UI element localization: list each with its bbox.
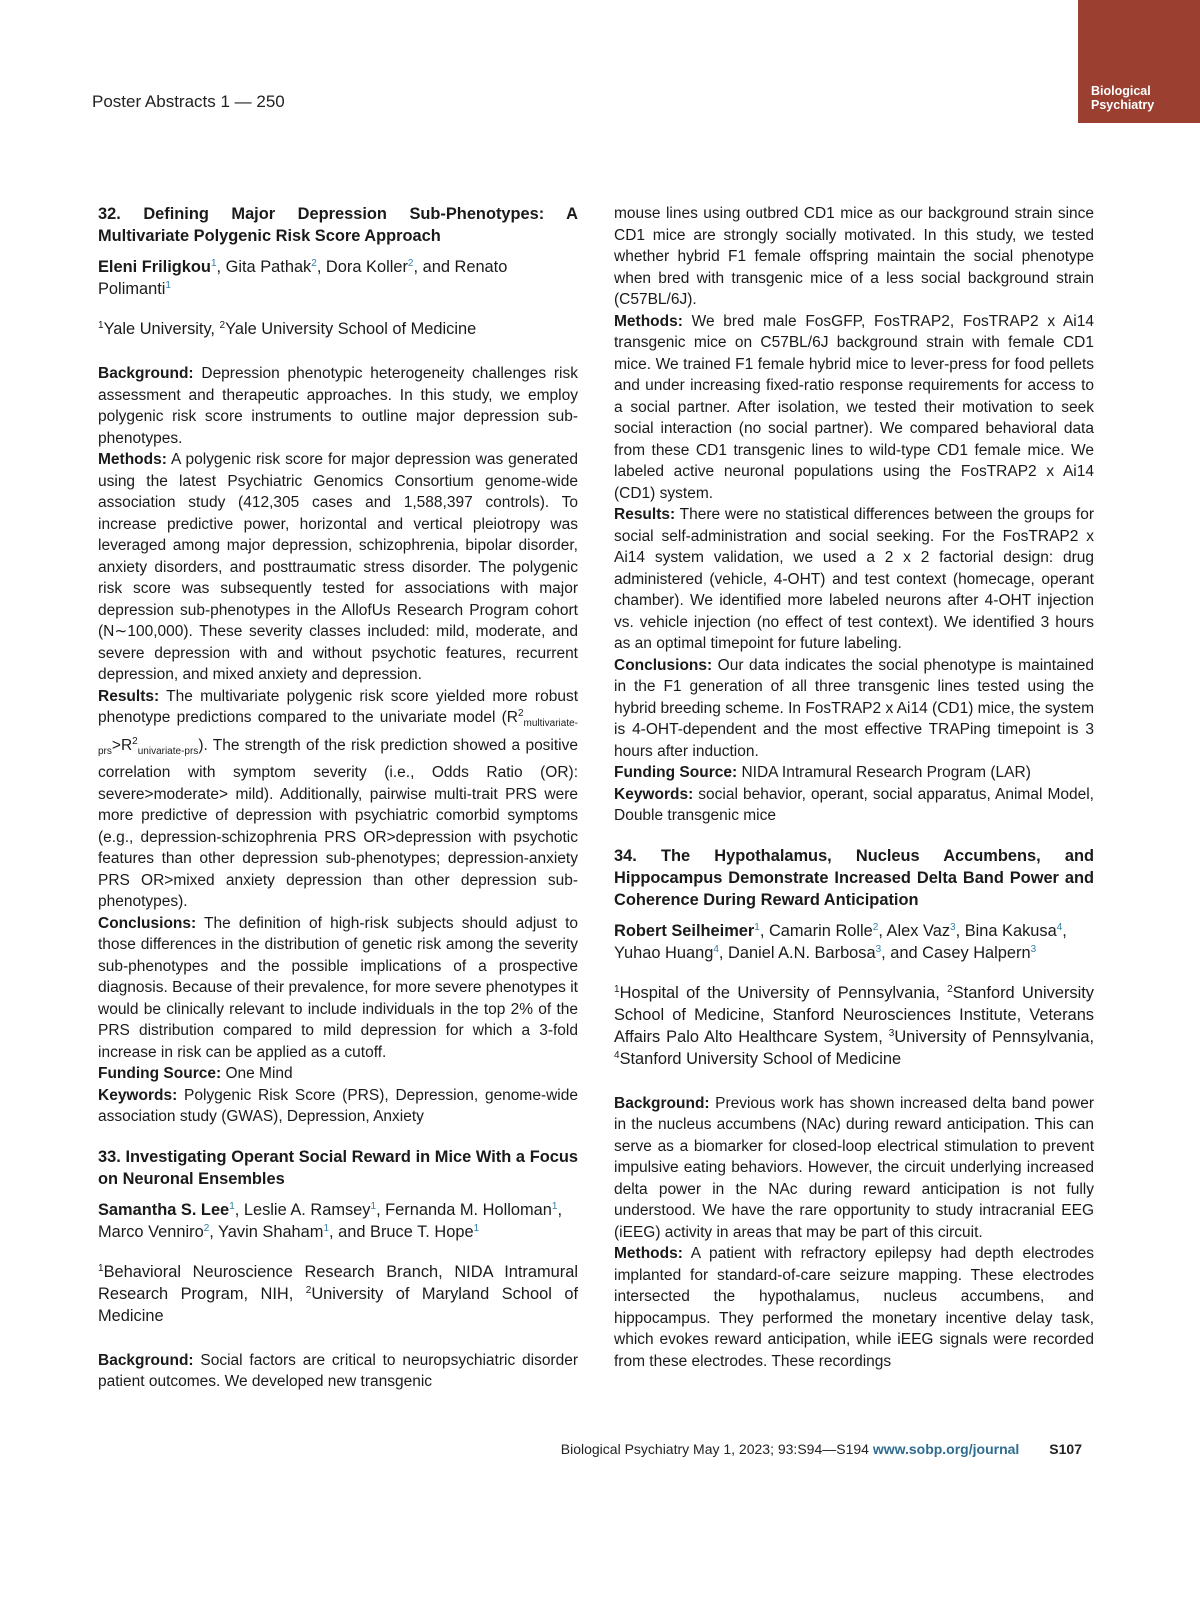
abstract-34-title: 34. The Hypothalamus, Nucleus Accumbens, and Hippocampus Demonstrate Increased Delta Band Power and Coherence During Reward Anticipation — [614, 846, 1094, 909]
abstract-32-title: 32. Defining Major Depression Sub-Phenotypes: A Multivariate Polygenic Risk Score Approach — [98, 205, 578, 245]
abstract-33-background-part1: Background: Social factors are critical to neuropsychiatric disorder patient outcomes. We developed new transgenic — [98, 1351, 578, 1391]
abstract-34-background: Background: Previous work has shown increased delta band power in the nucleus accumbens (NAc) during reward anticipation. This can serve as a biomarker for closed-loop electrical stimulation to prevent impulsive eating behaviors. However, the circuit underlying increased delta power in the NAc during reward anticipation is not fully understood. We have the rare opportunity to study intracranial EEG (iEEG) activity in areas that may be part of this circuit. — [614, 1094, 1094, 1241]
abstract-33-title: 33. Investigating Operant Social Reward in Mice With a Focus on Neuronal Ensembles — [98, 1147, 578, 1188]
abstract-34-affiliations: $^1$Hospital of the University of Pennsylvania, $^2$Stanford University School of Medicine, Stanford Neurosciences Institute, Veterans Affairs Palo Alto Healthcare System, $^3$University of Pennsylvania, $^4$Stanford University School of Medicine — [614, 983, 1094, 1068]
abstract-33-affiliations: $^1$Behavioral Neuroscience Research Branch, NIDA Intramural Research Program, NIH, $^2$University of Maryland School of Medicine — [98, 1262, 579, 1325]
abstract-34-authors: Robert Seilheimer$^1$, Camarin Rolle$^2$, Alex Vaz$^3$, Bina Kakusa$^4$, Yuhao Huang$^4$, Daniel A.N. Barbosa$^3$, and Casey Halpern$^3$ — [614, 921, 1067, 962]
footer-citation: Biological Psychiatry May 1, 2023; 93:S94—S194 — [560, 1441, 873, 1457]
abstract-33-results: Results: There were no statistical differences between the groups for social self-administration and social seeking. For the FosTRAP2 x Ai14 system validation, we used a 2 x 2 factorial design: drug administered (vehicle, 4-OHT) and test context (homecage, operant chamber). We identified more labeled neurons after 4-OHT injection vs. vehicle injection (no effect of test context). We identified 3 hours as an optimal timepoint for future labeling. — [614, 506, 1094, 652]
abstract-33-background-part2: mouse lines using outbred CD1 mice as our background strain since CD1 mice are strongly socially motivated. In this study, we tested whether hybrid F1 female offspring maintain the social phenotype when bred with transgenic mice of a less social background strain (C57BL/6J). — [614, 205, 1094, 308]
presenting-author: Samantha S. Lee — [98, 1200, 230, 1219]
left-column — [98, 203, 578, 1393]
journal-link[interactable]: www.sobp.org/journal — [872, 1441, 1020, 1457]
abstract-32-affiliations: $^1$Yale University, $^2$Yale University School of Medicine — [98, 320, 477, 338]
abstract-32-keywords: Keywords: Polygenic Risk Score (PRS), Depression, genome-wide association study (GWAS), Depression, Anxiety — [98, 1086, 578, 1126]
abstract-34-methods: Methods: A patient with refractory epilepsy had depth electrodes implanted for standard-of-care seizure mapping. These electrodes intersected the hypothalamus, nucleus accumbens, and hippocampus. They performed the monetary incentive delay task, which evokes reward anticipation, while iEEG signals were recorded from these electrodes. These recordings — [614, 1245, 1094, 1370]
abstract-33-conclusions: Conclusions: Our data indicates the social phenotype is maintained in the F1 generation of all three transgenic lines tested using the hybrid breeding scheme. In FosTRAP2 x Ai14 (CD1) mice, the system is 4-OHT-dependent and the most effective TRAPing timepoint is 3 hours after induction. — [614, 656, 1094, 760]
abstract-34 — [614, 845, 1094, 1373]
presenting-author: Eleni Friligkou — [98, 258, 211, 276]
abstract-33-funding: Funding Source: NIDA Intramural Research Program (LAR) — [614, 764, 1031, 781]
abstract-33-authors: Samantha S. Lee$^1$, Leslie A. Ramsey$^1$, Fernanda M. Holloman$^1$, Marco Venniro$^2$, Yavin Shaham$^1$, and Bruce T. Hope$^1$ — [98, 1200, 563, 1241]
page-footer — [561, 1441, 1082, 1457]
abstract-33-methods: Methods: We bred male FosGFP, FosTRAP2, FosTRAP2 x Ai14 transgenic mice on C57BL/6J background strain with female CD1 mice. We trained F1 female hybrid mice to lever-press for food pellets and under increasing fixed-ratio response requirements for access to a social partner. After isolation, we tested their motivation to seek social interaction (no social partner). We compared behavioral data from these CD1 transgenic lines to wild-type CD1 female mice. We labeled active neuronal populations using the FosTRAP2 x Ai14 (CD1) system. — [614, 312, 1094, 502]
abstract-32-funding: Funding Source: One Mind — [98, 1065, 293, 1083]
brand-line-2: Psychiatry — [1091, 98, 1155, 112]
page-number: S107 — [1049, 1441, 1082, 1457]
abstract-32-results: Results: The multivariate polygenic risk score yielded more robust phenotype predictions compared to the univariate model $(R^2_{multivariate-prs}>R^2_{univariate-prs})$. The strength of the risk prediction showed a positive correlation with symptom severity (i.e., Odds Ratio (OR): severe>moderate> mild). Additionally, pairwise multi-trait PRS were more predictive of depression with psychiatric comorbid symptoms (e.g., depression-schizophrenia PRS OR>depression with psychotic features than other depression sub-phenotypes; depression-anxiety PRS OR>mixed anxiety depression than other depression sub-phenotypes). — [98, 687, 578, 911]
abstract-32-methods: Methods: A polygenic risk score for major depression was generated using the latest Psychiatric Genomics Consortium genome-wide association study (412,305 cases and 1,588,397 controls). To increase predictive power, horizontal and vertical pleiotropy was leveraged among major depression, schizophrenia, bipolar disorder, anxiety disorders, and posttraumatic stress disorder. The polygenic risk score was subsequently tested for associations with major depression sub-phenotypes in the AllofUs Research Program cohort (N∼100,000). These severity classes included: mild, moderate, and severe depression with and without psychotic features, recurrent depression, and mixed anxiety and depression. — [98, 451, 578, 683]
journal-brand-badge — [1078, 0, 1200, 123]
running-head: Poster Abstracts 1 — 250 — [92, 92, 285, 111]
abstract-32-conclusions: Conclusions: The definition of high-risk subjects should adjust to those differences in the distribution of genetic risk among the severity sub-phenotypes and the possible implications of a prospective diagnosis. Because of their prevalence, for more severe phenotypes it would be clinically relevant to include individuals in the top 2% of the PRS distribution compared to mild depression for which a 3-fold increase in risk can be applied as a cutoff. — [98, 914, 578, 1061]
right-column — [614, 203, 1094, 1372]
presenting-author: Robert Seilheimer — [614, 921, 755, 940]
abstract-33 — [98, 1146, 578, 1393]
abstract-33-keywords: Keywords: social behavior, operant, social apparatus, Animal Model, Double transgenic mice — [614, 785, 1094, 824]
abstract-32-authors: Eleni Friligkou$^1$, Gita Pathak$^2$, Dora Koller$^2$, and Renato Polimanti$^1$ — [98, 258, 508, 298]
abstract-32 — [98, 203, 578, 1128]
abstract-32-background: Background: Depression phenotypic heterogeneity challenges risk assessment and therapeutic approaches. In this study, we employ polygenic risk score instruments to outline major depression sub-phenotypes. — [98, 365, 578, 447]
brand-line-1: Biological — [1091, 84, 1151, 98]
abstract-33-background-text: Social factors are critical to neuropsychiatric disorder patient outcomes. We developed new transgenic — [98, 1351, 578, 1391]
